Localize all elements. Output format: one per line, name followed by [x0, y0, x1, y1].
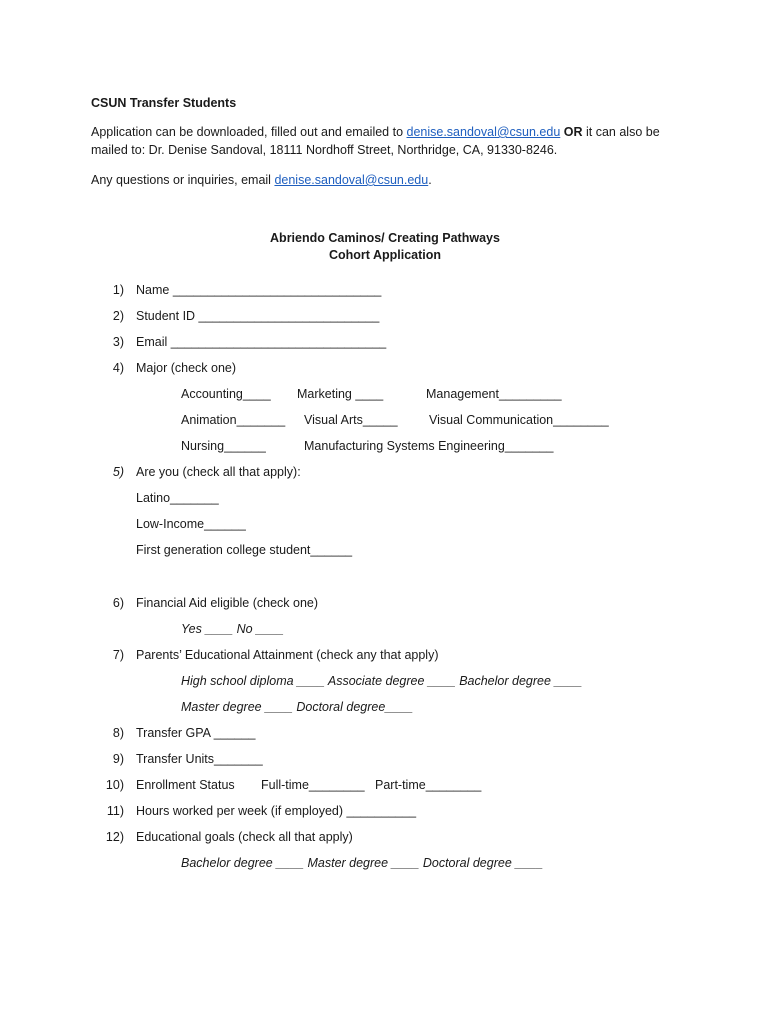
q8-number: 8): [112, 726, 124, 740]
major-visual-arts[interactable]: Visual Arts_____: [304, 413, 398, 427]
enrollment-parttime[interactable]: Part-time________: [375, 778, 482, 792]
parents-education-options-1[interactable]: High school diploma ____ Associate degree ____ Bachelor degree ____: [181, 674, 583, 688]
q9-number: 9): [112, 752, 124, 766]
major-animation[interactable]: Animation_______: [181, 413, 286, 427]
q3-number: 3): [112, 335, 124, 349]
option-low-income[interactable]: Low-Income______: [136, 517, 246, 531]
major-management[interactable]: Management_________: [426, 387, 562, 401]
q2-student-id-field[interactable]: Student ID __________________________: [136, 309, 380, 323]
major-manufacturing-systems-engineering[interactable]: Manufacturing Systems Engineering_______: [304, 439, 554, 453]
q2-number: 2): [112, 309, 124, 323]
q10-number: 10): [105, 778, 124, 792]
enrollment-fulltime[interactable]: Full-time________: [261, 778, 365, 792]
q1-name-field[interactable]: Name ______________________________: [136, 283, 382, 297]
major-nursing[interactable]: Nursing______: [181, 439, 266, 453]
q12-label: Educational goals (check all that apply): [136, 830, 353, 844]
major-accounting[interactable]: Accounting____: [181, 387, 271, 401]
major-marketing[interactable]: Marketing ____: [297, 387, 384, 401]
parents-education-options-2[interactable]: Master degree ____ Doctoral degree____: [181, 700, 414, 714]
q6-label: Financial Aid eligible (check one): [136, 596, 319, 610]
mail-address-line: mailed to: Dr. Denise Sandoval, 18111 Nordhoff Street, Northridge, CA, 91330-8246.: [91, 143, 558, 157]
email-link[interactable]: denise.sandoval@csun.edu: [406, 125, 561, 139]
q9-transfer-units-field[interactable]: Transfer Units_______: [136, 752, 263, 766]
q7-number: 7): [112, 648, 124, 662]
educational-goals-options[interactable]: Bachelor degree ____ Master degree ____ Doctoral degree ____: [181, 856, 544, 870]
q10-label: Enrollment Status: [136, 778, 235, 792]
financial-aid-options[interactable]: Yes ____ No ____: [181, 622, 284, 636]
q4-label: Major (check one): [136, 361, 237, 375]
q4-number: 4): [112, 361, 124, 375]
option-first-generation[interactable]: First generation college student______: [136, 543, 353, 557]
questions-email-link[interactable]: denise.sandoval@csun.edu: [274, 173, 429, 187]
questions-text: Any questions or inquiries, email: [91, 173, 275, 187]
or-text: OR: [563, 125, 583, 139]
q3-email-field[interactable]: Email _______________________________: [136, 335, 387, 349]
questions-line: [91, 172, 432, 188]
form-title: Abriendo Caminos/ Creating Pathways: [270, 231, 500, 245]
q5-number: 5): [112, 465, 124, 479]
q1-number: 1): [112, 283, 124, 297]
intro-after-text: it can also be: [582, 125, 660, 139]
page-title: CSUN Transfer Students: [91, 96, 237, 110]
q11-hours-worked-field[interactable]: Hours worked per week (if employed) __________: [136, 804, 417, 818]
q7-label: Parents’ Educational Attainment (check any that apply): [136, 648, 439, 662]
q8-transfer-gpa-field[interactable]: Transfer GPA ______: [136, 726, 256, 740]
q12-number: 12): [105, 830, 124, 844]
option-latino[interactable]: Latino_______: [136, 491, 219, 505]
questions-period: .: [428, 173, 432, 187]
major-visual-communication[interactable]: Visual Communication________: [429, 413, 609, 427]
form-subtitle: Cohort Application: [328, 248, 442, 262]
q6-number: 6): [112, 596, 124, 610]
intro-text: Application can be downloaded, filled out and emailed to: [91, 125, 407, 139]
q11-number: 11): [106, 804, 124, 818]
q5-label: Are you (check all that apply):: [136, 465, 301, 479]
intro-line-1: [91, 124, 660, 140]
